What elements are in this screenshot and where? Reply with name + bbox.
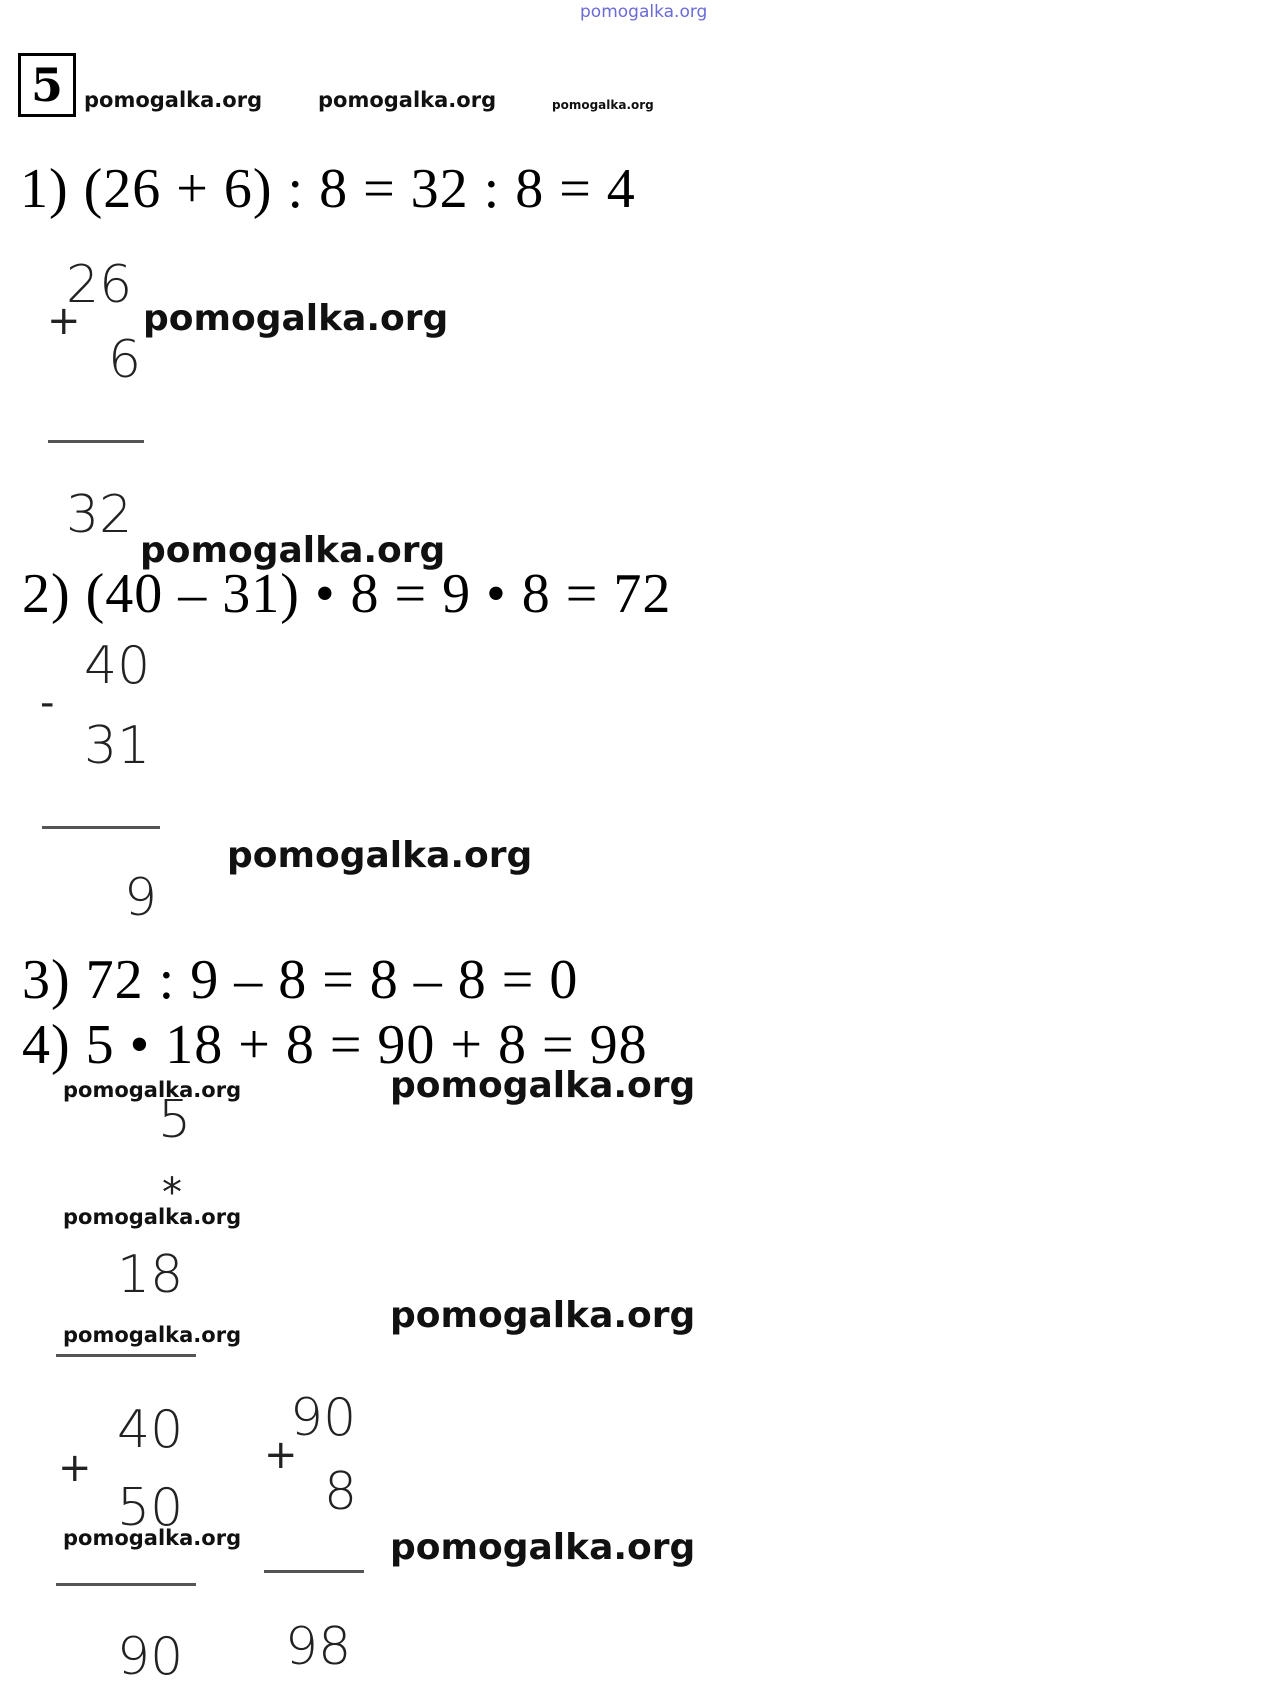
watermark: pomogalka.org	[63, 1205, 242, 1229]
calc2-result-line	[42, 826, 160, 829]
calc1-result: 32	[66, 485, 133, 545]
watermark: pomogalka.org	[63, 1526, 242, 1550]
task-number: 5	[18, 53, 76, 117]
calc2-operand-a: 40	[84, 636, 151, 696]
equation-2: 2) (40 – 31) • 8 = 9 • 8 = 72	[22, 563, 672, 625]
calc4-result-line	[56, 1583, 196, 1586]
watermark: pomogalka.org	[390, 1065, 696, 1106]
calc1-operand-a: 26	[66, 255, 133, 315]
equation-1: 1) (26 + 6) : 8 = 32 : 8 = 4	[20, 158, 636, 220]
calc2-operator: -	[40, 680, 55, 726]
watermark: pomogalka.org	[63, 1078, 242, 1102]
watermark: pomogalka.org	[140, 530, 446, 571]
calc5-result: 98	[285, 1617, 352, 1677]
watermark: pomogalka.org	[84, 88, 263, 112]
equation-4: 4) 5 • 18 + 8 = 90 + 8 = 98	[22, 1014, 648, 1076]
watermark: pomogalka.org	[143, 298, 449, 339]
calc3-result-line	[56, 1354, 196, 1357]
calc2-result: 9	[124, 868, 158, 928]
calc4-operand-a: 40	[117, 1400, 184, 1460]
calc3-operator: *	[162, 1170, 182, 1216]
watermark: pomogalka.org	[318, 88, 497, 112]
watermark-top: pomogalka.org	[580, 2, 708, 22]
calc3-operand-b: 18	[117, 1245, 184, 1305]
calc4-operand-b: 50	[117, 1478, 184, 1538]
calc5-operator: +	[264, 1432, 298, 1478]
calc1-operator: +	[47, 298, 81, 344]
calc5-result-line	[264, 1570, 364, 1573]
watermark: pomogalka.org	[227, 835, 533, 876]
calc3-operand-a: 5	[158, 1090, 192, 1150]
watermark: pomogalka.org	[552, 98, 654, 112]
watermark: pomogalka.org	[390, 1295, 696, 1336]
calc1-operand-b: 6	[108, 330, 142, 390]
calc2-operand-b: 31	[84, 716, 151, 776]
watermark: pomogalka.org	[390, 1527, 696, 1568]
calc5-operand-a: 90	[290, 1388, 357, 1448]
equation-3: 3) 72 : 9 – 8 = 8 – 8 = 0	[22, 949, 579, 1011]
calc4-result: 90	[117, 1627, 184, 1687]
calc4-operator: +	[58, 1445, 92, 1491]
watermark: pomogalka.org	[63, 1323, 242, 1347]
calc5-operand-b: 8	[324, 1462, 358, 1522]
calc1-result-line	[48, 440, 144, 443]
